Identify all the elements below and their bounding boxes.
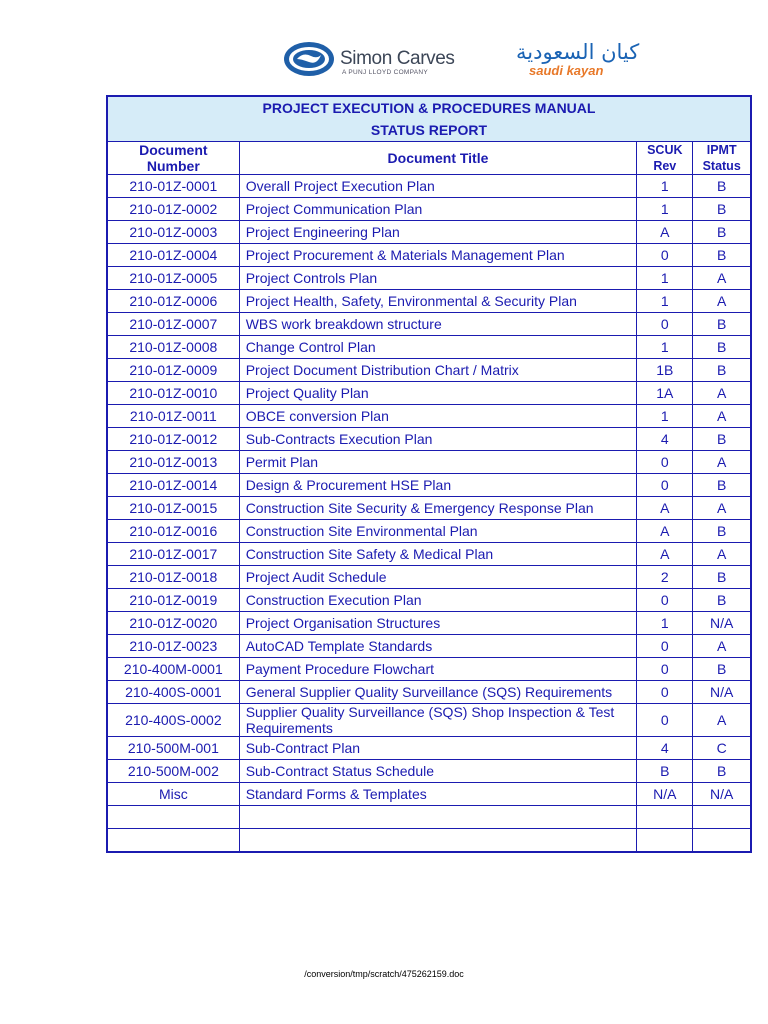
doc-number-cell: 210-400S-0002 xyxy=(107,704,239,737)
rev-cell: 1 xyxy=(637,175,693,198)
status-cell: B xyxy=(693,589,751,612)
column-header-rev: SCUK Rev xyxy=(637,142,693,175)
rev-cell: 0 xyxy=(637,313,693,336)
column-header-status: IPMT Status xyxy=(693,142,751,175)
report-title-line-1: PROJECT EXECUTION & PROCEDURES MANUAL xyxy=(262,100,596,116)
doc-title-cell: Sub-Contract Plan xyxy=(239,737,637,760)
doc-number-cell: 210-400S-0001 xyxy=(107,681,239,704)
status-cell: A xyxy=(693,543,751,566)
doc-number-cell: 210-01Z-0012 xyxy=(107,428,239,451)
rev-cell: 2 xyxy=(637,566,693,589)
doc-number-cell: 210-01Z-0005 xyxy=(107,267,239,290)
table-row xyxy=(107,198,751,221)
doc-number-cell xyxy=(107,806,239,829)
rev-cell: 0 xyxy=(637,658,693,681)
status-cell: B xyxy=(693,313,751,336)
rev-cell: 1 xyxy=(637,612,693,635)
doc-number-cell: 210-01Z-0019 xyxy=(107,589,239,612)
table-row xyxy=(107,737,751,760)
rev-cell: 0 xyxy=(637,589,693,612)
doc-number-cell: 210-01Z-0016 xyxy=(107,520,239,543)
doc-number-cell: 210-01Z-0010 xyxy=(107,382,239,405)
doc-number-cell: 210-01Z-0002 xyxy=(107,198,239,221)
doc-title-cell: Project Controls Plan xyxy=(239,267,637,290)
doc-title-cell: Sub-Contract Status Schedule xyxy=(239,760,637,783)
status-cell: C xyxy=(693,737,751,760)
doc-title-cell: AutoCAD Template Standards xyxy=(239,635,637,658)
rev-cell: N/A xyxy=(637,783,693,806)
table-row xyxy=(107,359,751,382)
status-cell: A xyxy=(693,635,751,658)
rev-cell: 4 xyxy=(637,428,693,451)
status-cell xyxy=(693,806,751,829)
doc-number-cell: 210-01Z-0006 xyxy=(107,290,239,313)
status-cell: B xyxy=(693,198,751,221)
status-report-table xyxy=(106,95,752,853)
status-cell: B xyxy=(693,244,751,267)
doc-title-cell: Project Engineering Plan xyxy=(239,221,637,244)
status-cell: A xyxy=(693,290,751,313)
table-row xyxy=(107,428,751,451)
rev-cell: 1 xyxy=(637,336,693,359)
status-cell: A xyxy=(693,704,751,737)
simon-carves-logo-icon xyxy=(283,40,337,78)
doc-number-cell: 210-01Z-0001 xyxy=(107,175,239,198)
table-row xyxy=(107,244,751,267)
doc-title-cell: OBCE conversion Plan xyxy=(239,405,637,428)
doc-number-cell: 210-01Z-0013 xyxy=(107,451,239,474)
doc-title-cell: Design & Procurement HSE Plan xyxy=(239,474,637,497)
saudi-kayan-arabic-logo: كيان السعودية xyxy=(516,40,640,64)
table-row xyxy=(107,497,751,520)
status-cell: B xyxy=(693,760,751,783)
doc-number-cell: 210-500M-002 xyxy=(107,760,239,783)
doc-title-cell: Payment Procedure Flowchart xyxy=(239,658,637,681)
rev-cell: B xyxy=(637,760,693,783)
rev-cell: 1 xyxy=(637,290,693,313)
table-row xyxy=(107,267,751,290)
doc-title-cell: Change Control Plan xyxy=(239,336,637,359)
table-row xyxy=(107,543,751,566)
doc-title-cell: Project Organisation Structures xyxy=(239,612,637,635)
table-row xyxy=(107,612,751,635)
status-cell: A xyxy=(693,497,751,520)
table-row xyxy=(107,451,751,474)
rev-cell: 0 xyxy=(637,474,693,497)
doc-title-cell: Construction Site Environmental Plan xyxy=(239,520,637,543)
status-cell: N/A xyxy=(693,612,751,635)
rev-cell: 0 xyxy=(637,681,693,704)
saudi-kayan-wordmark: saudi kayan xyxy=(529,63,604,78)
table-row xyxy=(107,658,751,681)
doc-number-cell: 210-01Z-0003 xyxy=(107,221,239,244)
table-row xyxy=(107,382,751,405)
doc-number-cell: 210-01Z-0017 xyxy=(107,543,239,566)
status-cell: A xyxy=(693,405,751,428)
rev-cell: 0 xyxy=(637,244,693,267)
doc-number-cell: 210-01Z-0008 xyxy=(107,336,239,359)
rev-cell: 0 xyxy=(637,451,693,474)
rev-cell: 0 xyxy=(637,635,693,658)
doc-title-cell: Construction Site Safety & Medical Plan xyxy=(239,543,637,566)
doc-number-cell: 210-01Z-0015 xyxy=(107,497,239,520)
doc-number-cell: 210-01Z-0018 xyxy=(107,566,239,589)
table-row xyxy=(107,806,751,829)
logo-bar xyxy=(283,40,643,84)
table-row xyxy=(107,566,751,589)
doc-title-cell xyxy=(239,806,637,829)
status-cell: A xyxy=(693,267,751,290)
rev-cell: 4 xyxy=(637,737,693,760)
column-header-doc-title: Document Title xyxy=(239,142,637,175)
status-cell: B xyxy=(693,428,751,451)
status-cell: B xyxy=(693,658,751,681)
column-header-doc-number: Document Number xyxy=(107,142,239,175)
status-cell: B xyxy=(693,520,751,543)
report-title xyxy=(107,96,751,142)
status-cell: N/A xyxy=(693,681,751,704)
rev-cell: 1 xyxy=(637,267,693,290)
report-header-row xyxy=(107,96,751,142)
doc-title-cell: Project Communication Plan xyxy=(239,198,637,221)
simon-carves-tagline: A PUNJ LLOYD COMPANY xyxy=(342,69,429,76)
status-cell: A xyxy=(693,382,751,405)
status-cell: B xyxy=(693,221,751,244)
doc-number-cell xyxy=(107,829,239,853)
table-row xyxy=(107,635,751,658)
doc-number-cell: 210-500M-001 xyxy=(107,737,239,760)
status-cell: N/A xyxy=(693,783,751,806)
rev-cell: 1A xyxy=(637,382,693,405)
rev-cell: 1 xyxy=(637,405,693,428)
simon-carves-wordmark: Simon Carves xyxy=(340,48,455,69)
table-row xyxy=(107,405,751,428)
doc-number-cell: 210-01Z-0014 xyxy=(107,474,239,497)
rev-cell: A xyxy=(637,497,693,520)
table-body xyxy=(107,175,751,853)
rev-cell xyxy=(637,829,693,853)
status-cell: B xyxy=(693,474,751,497)
doc-title-cell: Project Audit Schedule xyxy=(239,566,637,589)
table-row xyxy=(107,704,751,737)
column-header-row xyxy=(107,142,751,175)
doc-title-cell: Project Procurement & Materials Management Plan xyxy=(239,244,637,267)
doc-title-cell: Supplier Quality Surveillance (SQS) Shop Inspection & Test Requirements xyxy=(239,704,637,737)
table-row xyxy=(107,175,751,198)
doc-number-cell: 210-01Z-0020 xyxy=(107,612,239,635)
doc-title-cell: Construction Execution Plan xyxy=(239,589,637,612)
doc-title-cell: Project Health, Safety, Environmental & Security Plan xyxy=(239,290,637,313)
rev-cell xyxy=(637,806,693,829)
table-row xyxy=(107,760,751,783)
table-row xyxy=(107,520,751,543)
rev-cell: A xyxy=(637,543,693,566)
footer-file-path: /conversion/tmp/scratch/475262159.doc xyxy=(304,969,464,979)
doc-title-cell: Project Document Distribution Chart / Matrix xyxy=(239,359,637,382)
status-cell: A xyxy=(693,451,751,474)
table-row xyxy=(107,313,751,336)
table-row xyxy=(107,829,751,853)
doc-title-cell: Project Quality Plan xyxy=(239,382,637,405)
doc-title-cell xyxy=(239,829,637,853)
table-row xyxy=(107,474,751,497)
doc-title-cell: Permit Plan xyxy=(239,451,637,474)
doc-title-cell: Sub-Contracts Execution Plan xyxy=(239,428,637,451)
table-row xyxy=(107,221,751,244)
table-row xyxy=(107,681,751,704)
status-cell: B xyxy=(693,336,751,359)
table-row xyxy=(107,336,751,359)
rev-cell: 1 xyxy=(637,198,693,221)
rev-cell: 0 xyxy=(637,704,693,737)
rev-cell: 1B xyxy=(637,359,693,382)
table-row xyxy=(107,290,751,313)
status-cell: B xyxy=(693,566,751,589)
doc-number-cell: 210-01Z-0007 xyxy=(107,313,239,336)
doc-number-cell: Misc xyxy=(107,783,239,806)
doc-number-cell: 210-400M-0001 xyxy=(107,658,239,681)
status-cell: B xyxy=(693,359,751,382)
status-cell xyxy=(693,829,751,853)
doc-number-cell: 210-01Z-0009 xyxy=(107,359,239,382)
doc-title-cell: Standard Forms & Templates xyxy=(239,783,637,806)
table-row xyxy=(107,783,751,806)
doc-title-cell: WBS work breakdown structure xyxy=(239,313,637,336)
status-cell: B xyxy=(693,175,751,198)
doc-number-cell: 210-01Z-0011 xyxy=(107,405,239,428)
doc-title-cell: General Supplier Quality Surveillance (SQS) Requirements xyxy=(239,681,637,704)
rev-cell: A xyxy=(637,221,693,244)
doc-number-cell: 210-01Z-0023 xyxy=(107,635,239,658)
doc-number-cell: 210-01Z-0004 xyxy=(107,244,239,267)
table-row xyxy=(107,589,751,612)
report-title-line-2: STATUS REPORT xyxy=(370,122,488,138)
rev-cell: A xyxy=(637,520,693,543)
doc-title-cell: Overall Project Execution Plan xyxy=(239,175,637,198)
doc-title-cell: Construction Site Security & Emergency Response Plan xyxy=(239,497,637,520)
